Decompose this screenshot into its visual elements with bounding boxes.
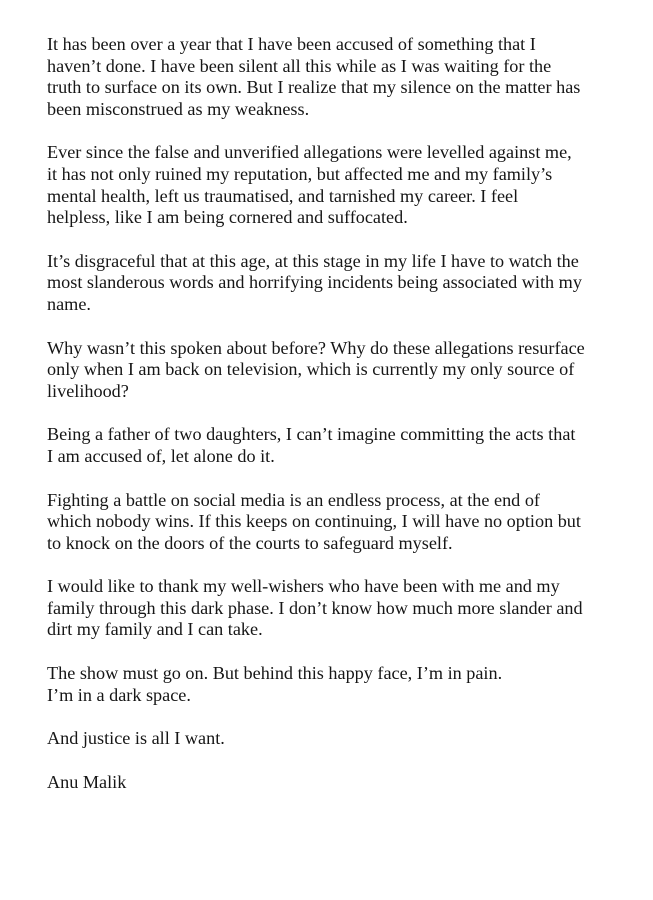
paragraph-line: mental health, left us traumatised, and tarnished my career. I feel [47,185,519,206]
paragraph-line: Why wasn’t this spoken about before? Why do these allegations resurface [47,337,585,358]
paragraph-line: name. [47,293,91,314]
paragraph-line: I would like to thank my well-wishers who have been with me and my [47,576,560,597]
paragraph-line: most slanderous words and horrifying incidents being associated with my [47,272,582,293]
paragraph-line: to knock on the doors of the courts to safeguard myself. [47,532,453,553]
paragraph-line: only when I am back on television, which is currently my only source of [47,359,575,380]
paragraph-line: haven’t done. I have been silent all this while as I was waiting for the [47,55,552,76]
paragraph-line: The show must go on. But behind this happy face, I’m in pain. [47,663,503,684]
signature-name: Anu Malik [47,771,127,792]
paragraph-1 [47,34,637,120]
paragraph-line: it has not only ruined my reputation, but affected me and my family’s [47,163,553,184]
paragraph-8 [47,663,637,706]
letter-body [47,34,637,793]
paragraph-3 [47,251,637,316]
paragraph-9 [47,728,637,750]
paragraph-line: Fighting a battle on social media is an endless process, at the end of [47,489,540,510]
paragraph-line: dirt my family and I can take. [47,619,263,640]
paragraph-line: helpless, like I am being cornered and suffocated. [47,207,408,228]
paragraph-line: It has been over a year that I have been accused of something that I [47,34,536,54]
paragraph-line: been misconstrued as my weakness. [47,98,310,119]
signature [47,772,637,794]
paragraph-line: It’s disgraceful that at this age, at this stage in my life I have to watch the [47,250,579,271]
paragraph-line: And justice is all I want. [47,728,225,749]
paragraph-line: family through this dark phase. I don’t know how much more slander and [47,597,583,618]
paragraph-2 [47,142,637,228]
paragraph-line: Ever since the false and unverified allegations were levelled against me, [47,142,572,163]
paragraph-line: Being a father of two daughters, I can’t imagine committing the acts that [47,424,576,445]
paragraph-6 [47,490,637,555]
paragraph-line: which nobody wins. If this keeps on continuing, I will have no option but [47,511,581,532]
paragraph-5 [47,424,637,467]
paragraph-line: livelihood? [47,380,129,401]
paragraph-4 [47,338,637,403]
paragraph-line: I’m in a dark space. [47,684,191,705]
paragraph-7 [47,576,637,641]
paragraph-line: I am accused of, let alone do it. [47,445,275,466]
paragraph-line: truth to surface on its own. But I realize that my silence on the matter has [47,77,581,98]
